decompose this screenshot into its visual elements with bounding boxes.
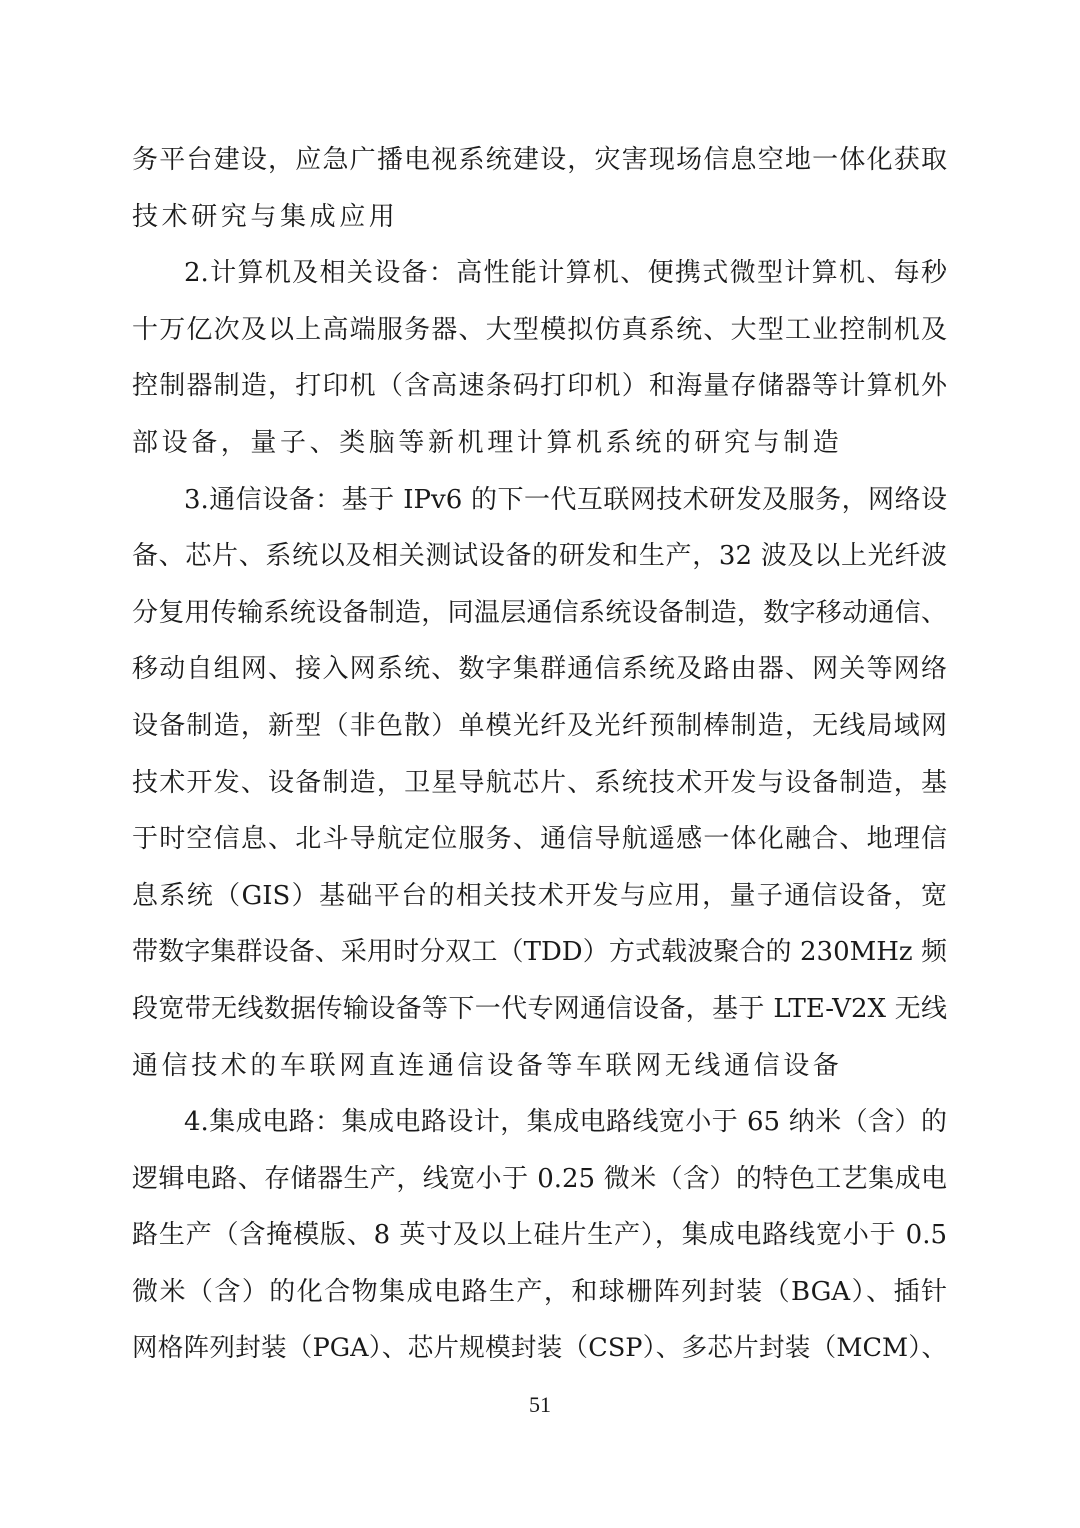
document-body [132,132,947,1377]
text-line: 设备制造，新型（非色散）单模光纤及光纤预制棒制造，无线局域网 [132,710,947,741]
text-line: 备、芯片、系统以及相关测试设备的研发和生产，32 波及以上光纤波 [132,541,947,572]
text-line: 网格阵列封装（PGA）、芯片规模封装（CSP）、多芯片封装（MCM）、 [132,1333,947,1364]
text-line: 3.通信设备：基于 IPv6 的下一代互联网技术研发及服务，网络设 [184,484,947,515]
text-line: 通信技术的车联网直连通信设备等车联网无线通信设备 [132,1050,843,1081]
text-line: 于时空信息、北斗导航定位服务、通信导航遥感一体化融合、地理信 [132,824,947,855]
text-line: 移动自组网、接入网系统、数字集群通信系统及路由器、网关等网络 [132,654,947,685]
page-number: 51 [529,1392,551,1417]
text-line: 4.集成电路：集成电路设计，集成电路线宽小于 65 纳米（含）的 [184,1107,947,1138]
text-line: 务平台建设，应急广播电视系统建设，灾害现场信息空地一体化获取 [132,145,947,175]
text-line: 十万亿次及以上高端服务器、大型模拟仿真系统、大型工业控制机及 [132,314,947,345]
text-line: 带数字集群设备、采用时分双工（TDD）方式载波聚合的 230MHz 频 [132,937,947,968]
text-line: 逻辑电路、存储器生产，线宽小于 0.25 微米（含）的特色工艺集成电 [132,1163,947,1194]
text-line: 路生产（含掩模版、8 英寸及以上硅片生产），集成电路线宽小于 0.5 [132,1220,947,1251]
text-line: 控制器制造，打印机（含高速条码打印机）和海量存储器等计算机外 [132,371,947,402]
text-line: 段宽带无线数据传输设备等下一代专网通信设备，基于 LTE-V2X 无线 [132,993,947,1024]
text-line: 息系统（GIS）基础平台的相关技术开发与应用，量子通信设备，宽 [132,880,947,911]
text-line: 技术研究与集成应用 [132,201,399,232]
text-line: 微米（含）的化合物集成电路生产，和球栅阵列封装（BGA）、插针 [132,1276,947,1307]
text-line: 分复用传输系统设备制造，同温层通信系统设备制造，数字移动通信、 [132,597,947,628]
text-line: 部设备，量子、类脑等新机理计算机系统的研究与制造 [132,427,843,458]
text-line: 技术开发、设备制造，卫星导航芯片、系统技术开发与设备制造，基 [132,767,947,798]
text-line: 2.计算机及相关设备：高性能计算机、便携式微型计算机、每秒 [184,258,947,289]
